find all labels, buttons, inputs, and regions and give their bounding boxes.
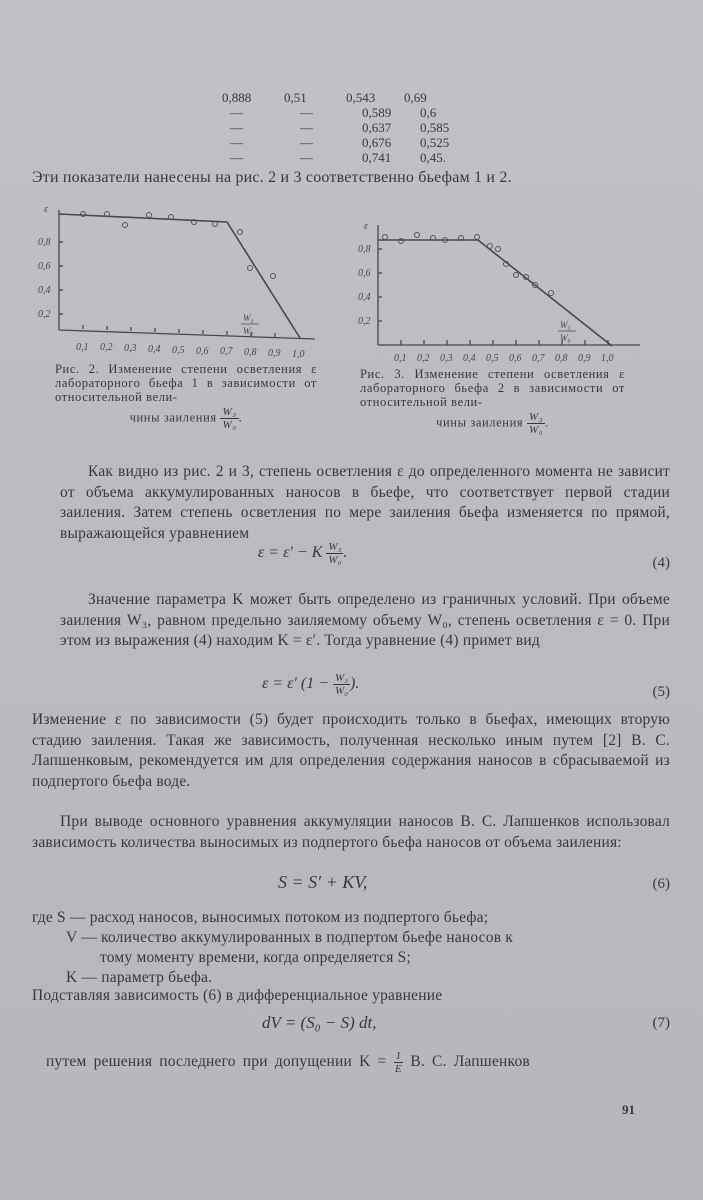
table-cell: 0,589 xyxy=(362,105,392,120)
svg-text:0,1: 0,1 xyxy=(76,342,89,353)
intro-line: Эти показатели нанесены на рис. 2 и 3 соответственно бьефам 1 и 2. xyxy=(32,169,512,186)
table-cell: — xyxy=(230,120,243,135)
table-row xyxy=(222,120,470,135)
equation-7-number: (7) xyxy=(652,1015,670,1031)
svg-text:0,8: 0,8 xyxy=(38,237,51,248)
svg-text:0,2: 0,2 xyxy=(358,316,371,327)
frac-den: W₀ xyxy=(335,685,349,697)
svg-text:0,9: 0,9 xyxy=(578,353,591,364)
frac-num: W₃ xyxy=(335,672,349,684)
figure-2-chart xyxy=(30,200,330,360)
y-axis-label: ε xyxy=(44,204,48,215)
svg-text:0,4: 0,4 xyxy=(463,353,476,364)
svg-text:0,4: 0,4 xyxy=(358,292,371,303)
table-cell: 0,525 xyxy=(420,135,450,150)
table-cell: — xyxy=(230,150,243,165)
figure-3-caption: Рис. 3. Изменение степени осветления ε лабораторного бьефа 2 в зависимости от относительной вели- чины заиления $\frac{\text{W₃}}{\text{W₀}}$ . xyxy=(360,367,625,436)
caption-text: Рис. 2. Изменение степени осветления ε лабораторного бьефа 1 в зависимости от относительной вели- xyxy=(55,362,317,404)
table-cell: 0,6 xyxy=(420,105,437,120)
table-cell: 0,585 xyxy=(420,120,450,135)
table-cell: 0,45. xyxy=(420,150,446,165)
figure-2-caption: Рис. 2. Изменение степени осветления ε лабораторного бьефа 1 в зависимости от относительной вели- чины заиления $\frac{\text{W₃}}{\text{W₀}}$ . xyxy=(55,362,317,431)
paragraph-4: При выводе основного уравнения аккумуляции наносов В. С. Лапшенков использовал зависимость количества выносимых из подпертого бьефа наносов от объема заиления: xyxy=(32,813,670,851)
svg-text:0,2: 0,2 xyxy=(100,342,113,353)
equation-5 xyxy=(262,672,359,697)
table-row xyxy=(222,150,470,165)
svg-text:0,7: 0,7 xyxy=(220,346,233,357)
svg-text:0,6: 0,6 xyxy=(196,346,209,357)
svg-text:0,6: 0,6 xyxy=(38,261,51,272)
equation-6: S = S′ + KV, xyxy=(278,872,368,892)
table-row xyxy=(222,135,470,150)
svg-text:0,4: 0,4 xyxy=(148,344,161,355)
table-cell: 0,51 xyxy=(284,90,307,105)
frac-den: W₀ xyxy=(328,554,342,566)
svg-text:0,6: 0,6 xyxy=(509,353,522,364)
definition-K: K — параметр бьефа. xyxy=(66,969,213,986)
frac-den: W₀ xyxy=(528,424,544,436)
fraction xyxy=(333,672,350,697)
svg-text:0,8: 0,8 xyxy=(555,353,568,364)
table-cell: — xyxy=(230,135,243,150)
paragraph-5: Подставляя зависимость (6) в дифференциальное уравнение xyxy=(32,987,443,1004)
eq-tail: ). xyxy=(350,675,360,693)
svg-text:0,2: 0,2 xyxy=(417,353,430,364)
table-cell: 0,676 xyxy=(362,135,392,150)
y-axis-label: ε xyxy=(364,221,368,232)
svg-text:0,2: 0,2 xyxy=(38,309,51,320)
eq-text: ε = ε′ − K xyxy=(258,544,323,562)
eq-text: ε = ε′ (1 − xyxy=(262,675,330,693)
fraction xyxy=(394,1050,404,1075)
paragraph-6 xyxy=(46,1050,676,1075)
table-cell: 0,741 xyxy=(362,150,392,165)
caption-tail: чины заиления xyxy=(129,410,217,425)
frac-num: W₃ xyxy=(222,406,237,418)
p6-text-end: В. С. Лапшенков xyxy=(410,1053,530,1071)
svg-text:0,8: 0,8 xyxy=(358,244,371,255)
frac-num: W₃ xyxy=(528,411,544,423)
table-cell: — xyxy=(230,105,243,120)
svg-text:0,5: 0,5 xyxy=(486,353,499,364)
eq-tail: . xyxy=(343,544,348,562)
table-cell: 0,637 xyxy=(362,120,392,135)
table-cell: 0,543 xyxy=(346,90,376,105)
definition-V-cont: тому моменту времени, когда определяется S; xyxy=(100,949,411,966)
svg-text:0,8: 0,8 xyxy=(244,347,257,358)
svg-text:0,9: 0,9 xyxy=(268,348,281,359)
svg-text:0,3: 0,3 xyxy=(124,343,137,354)
table-cell: — xyxy=(300,135,313,150)
frac-num: W₃ xyxy=(328,541,342,553)
equation-7: dV = (S₀ − S) dt, xyxy=(262,1013,377,1032)
svg-text:0,3: 0,3 xyxy=(440,353,453,364)
table-row xyxy=(222,105,470,120)
paragraph-1: Как видно из рис. 2 и 3, степень осветления ε до определенного момента не зависит от объема аккумулированных наносов в бьефе, что соответствует первой стадии заиления. Затем степень осветления по мере заиления бьефа изменяется по прямой, выражающейся уравнением xyxy=(60,463,670,542)
equation-6-number: (6) xyxy=(652,876,670,892)
table-cell: 0,69 xyxy=(404,90,427,105)
table-row xyxy=(222,90,470,105)
frac-den: E xyxy=(394,1063,402,1075)
fraction xyxy=(326,541,343,566)
definition-S: где S — расход наносов, выносимых потоком из подпертого бьефа; xyxy=(32,909,489,926)
x-axis-label-den: W₀ xyxy=(243,326,254,336)
data-table xyxy=(222,90,470,165)
equation-4-number: (4) xyxy=(652,555,670,571)
table-cell: — xyxy=(300,120,313,135)
page-number: 91 xyxy=(622,1102,635,1117)
table-cell: — xyxy=(300,105,313,120)
table-cell: — xyxy=(300,150,313,165)
caption-text: Рис. 3. Изменение степени осветления ε лабораторного бьефа 2 в зависимости от относительной вели- xyxy=(360,367,625,409)
p6-text: путем решения последнего при допущении K = xyxy=(46,1053,387,1071)
svg-text:0,6: 0,6 xyxy=(358,268,371,279)
frac-num: 1 xyxy=(395,1050,402,1062)
svg-text:0,5: 0,5 xyxy=(172,345,185,356)
equation-4 xyxy=(258,541,347,566)
paragraph-3: Изменение ε по зависимости (5) будет происходить только в бьефах, имеющих вторую стадию заиления. Такая же зависимость, полученная несколько иным путем [2] В. С. Лапшенковым, рекомендуется им для определения содержания наносов в сбрасываемой из подпертого бьефа воде. xyxy=(32,711,670,790)
paragraph-2: Значение параметра K может быть определено из граничных условий. При объеме заиления W₃, равном предельно заиляемому объему W₀, степень осветления ε = 0. При этом из выражения (4) находим K = ε′. Тогда уравнение (4) примет вид xyxy=(60,591,670,649)
svg-text:0,1: 0,1 xyxy=(394,353,407,364)
svg-text:0,7: 0,7 xyxy=(532,353,545,364)
x-axis-label-den: W₀ xyxy=(560,333,571,343)
svg-text:1,0: 1,0 xyxy=(601,353,614,364)
figure-3-chart xyxy=(350,215,690,375)
definition-V: V — количество аккумулированных в подпертом бьефе наносов к xyxy=(66,929,514,946)
x-axis-label-num: W₃ xyxy=(243,313,254,323)
fraction xyxy=(527,411,545,436)
table-cell: 0,888 xyxy=(222,90,252,105)
svg-text:1,0: 1,0 xyxy=(292,349,305,360)
frac-den: W₀ xyxy=(222,419,237,431)
x-axis-label-num: W₃ xyxy=(560,320,571,330)
caption-tail: чины заиления xyxy=(436,415,524,430)
equation-5-number: (5) xyxy=(652,684,670,700)
fraction xyxy=(220,406,238,431)
svg-text:0,4: 0,4 xyxy=(38,285,51,296)
